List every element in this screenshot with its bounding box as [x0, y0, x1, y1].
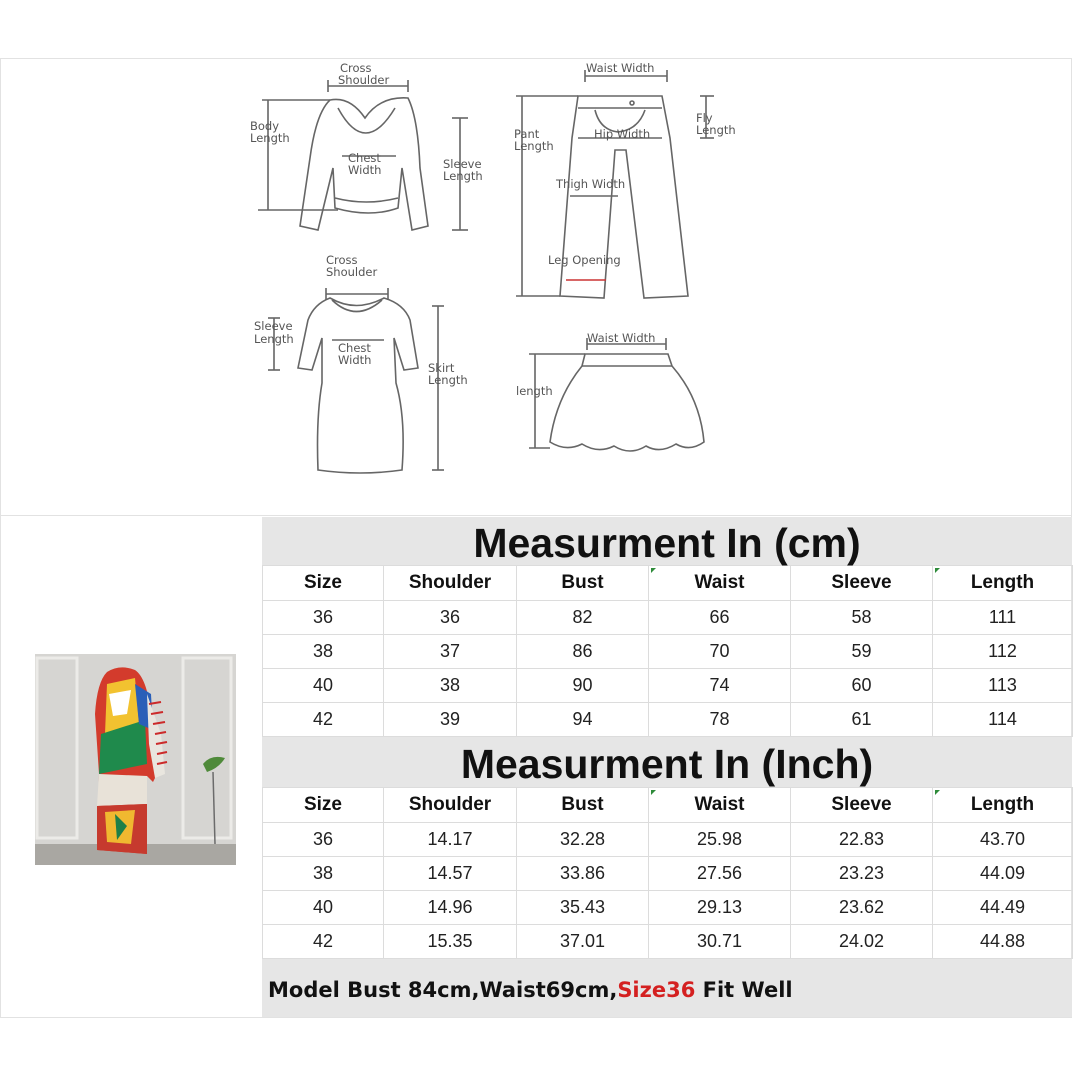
header-shoulder: Shoulder [384, 566, 517, 601]
cell-shoulder: 15.35 [384, 925, 517, 959]
pants-hip-width-label: Hip Width [594, 127, 651, 141]
cell-sleeve: 22.83 [791, 823, 933, 857]
cm-size-table [262, 565, 1073, 737]
cm-table-title: Measurment In (cm) [262, 517, 1072, 565]
pants-pant-length-label: Pant Length [514, 127, 554, 153]
fit-note-suffix: Fit Well [695, 978, 793, 1002]
model-dress-photo [35, 654, 236, 865]
table-row [263, 823, 1073, 857]
cell-sleeve: 61 [791, 703, 933, 737]
dress-skirt-length-label: Skirt Length [428, 361, 468, 387]
header-sleeve: Sleeve [791, 566, 933, 601]
table-row [263, 635, 1073, 669]
dress-garment-icon [298, 298, 418, 473]
header-size: Size [263, 788, 384, 823]
cell-bust: 90 [517, 669, 649, 703]
cell-length: 114 [933, 703, 1073, 737]
top-sleeve-length-label: Sleeve Length [443, 157, 483, 183]
header-waist: Waist [649, 788, 791, 823]
cell-shoulder: 14.96 [384, 891, 517, 925]
pants-waist-width-label: Waist Width [586, 61, 655, 75]
table-row [263, 601, 1073, 635]
cell-bust: 32.28 [517, 823, 649, 857]
header-bust: Bust [517, 566, 649, 601]
fit-note-size: Size36 [617, 978, 696, 1002]
header-length: Length [933, 566, 1073, 601]
cell-waist: 78 [649, 703, 791, 737]
pants-leg-opening-label: Leg Opening [548, 253, 621, 267]
cell-length: 113 [933, 669, 1073, 703]
cell-sleeve: 60 [791, 669, 933, 703]
cell-waist: 27.56 [649, 857, 791, 891]
size-chart [262, 517, 1072, 1017]
cell-sleeve: 23.23 [791, 857, 933, 891]
pants-thigh-width-label: Thigh Width [556, 177, 626, 191]
cell-size: 38 [263, 635, 384, 669]
cell-bust: 37.01 [517, 925, 649, 959]
cell-size: 38 [263, 857, 384, 891]
cell-waist: 25.98 [649, 823, 791, 857]
cell-sleeve: 59 [791, 635, 933, 669]
cell-waist: 29.13 [649, 891, 791, 925]
cell-length: 44.88 [933, 925, 1073, 959]
header-length: Length [933, 788, 1073, 823]
model-fit-note [262, 959, 1072, 1017]
pants-fly-length-label: Fly Length [696, 111, 736, 137]
cell-size: 36 [263, 823, 384, 857]
fit-note-prefix: Model Bust 84cm,Waist69cm, [268, 978, 618, 1002]
cell-size: 42 [263, 703, 384, 737]
section-divider [0, 515, 1072, 516]
cell-size: 36 [263, 601, 384, 635]
top-chest-width-label: Chest Width [348, 151, 382, 177]
cell-shoulder: 38 [384, 669, 517, 703]
header-bust: Bust [517, 788, 649, 823]
cell-length: 44.09 [933, 857, 1073, 891]
cell-bust: 35.43 [517, 891, 649, 925]
cell-waist: 70 [649, 635, 791, 669]
top-cross-shoulder-label: Cross Shoulder [338, 61, 390, 87]
cell-bust: 33.86 [517, 857, 649, 891]
cell-shoulder: 14.57 [384, 857, 517, 891]
dress-cross-shoulder-label: Cross Shoulder [326, 253, 378, 279]
cell-shoulder: 36 [384, 601, 517, 635]
cell-bust: 86 [517, 635, 649, 669]
cell-size: 42 [263, 925, 384, 959]
cell-sleeve: 58 [791, 601, 933, 635]
cell-waist: 66 [649, 601, 791, 635]
table-row [263, 857, 1073, 891]
cell-waist: 30.71 [649, 925, 791, 959]
header-sleeve: Sleeve [791, 788, 933, 823]
cell-length: 43.70 [933, 823, 1073, 857]
cell-bust: 94 [517, 703, 649, 737]
cell-length: 112 [933, 635, 1073, 669]
cell-shoulder: 39 [384, 703, 517, 737]
skirt-garment-icon [550, 354, 704, 451]
cell-length: 111 [933, 601, 1073, 635]
table-row [263, 891, 1073, 925]
skirt-length-label: length [516, 384, 553, 398]
cell-size: 40 [263, 891, 384, 925]
table-row [263, 703, 1073, 737]
top-body-length-label: Body Length [250, 119, 290, 145]
cell-sleeve: 23.62 [791, 891, 933, 925]
measurement-diagrams [0, 58, 1072, 516]
inch-size-table [262, 787, 1073, 959]
dress-sleeve-length-label: Sleeve Length [254, 319, 294, 346]
table-row [263, 925, 1073, 959]
cell-waist: 74 [649, 669, 791, 703]
garment-diagram-svg [0, 58, 1072, 516]
inch-table-title: Measurment In (Inch) [262, 737, 1072, 787]
cell-shoulder: 37 [384, 635, 517, 669]
header-waist: Waist [649, 566, 791, 601]
header-size: Size [263, 566, 384, 601]
cell-shoulder: 14.17 [384, 823, 517, 857]
cell-length: 44.49 [933, 891, 1073, 925]
skirt-waist-width-label: Waist Width [587, 331, 656, 345]
cell-sleeve: 24.02 [791, 925, 933, 959]
cell-bust: 82 [517, 601, 649, 635]
inch-header-row [263, 788, 1073, 823]
cm-header-row [263, 566, 1073, 601]
header-shoulder: Shoulder [384, 788, 517, 823]
dress-chest-width-label: Chest Width [338, 341, 372, 367]
cell-size: 40 [263, 669, 384, 703]
table-row [263, 669, 1073, 703]
